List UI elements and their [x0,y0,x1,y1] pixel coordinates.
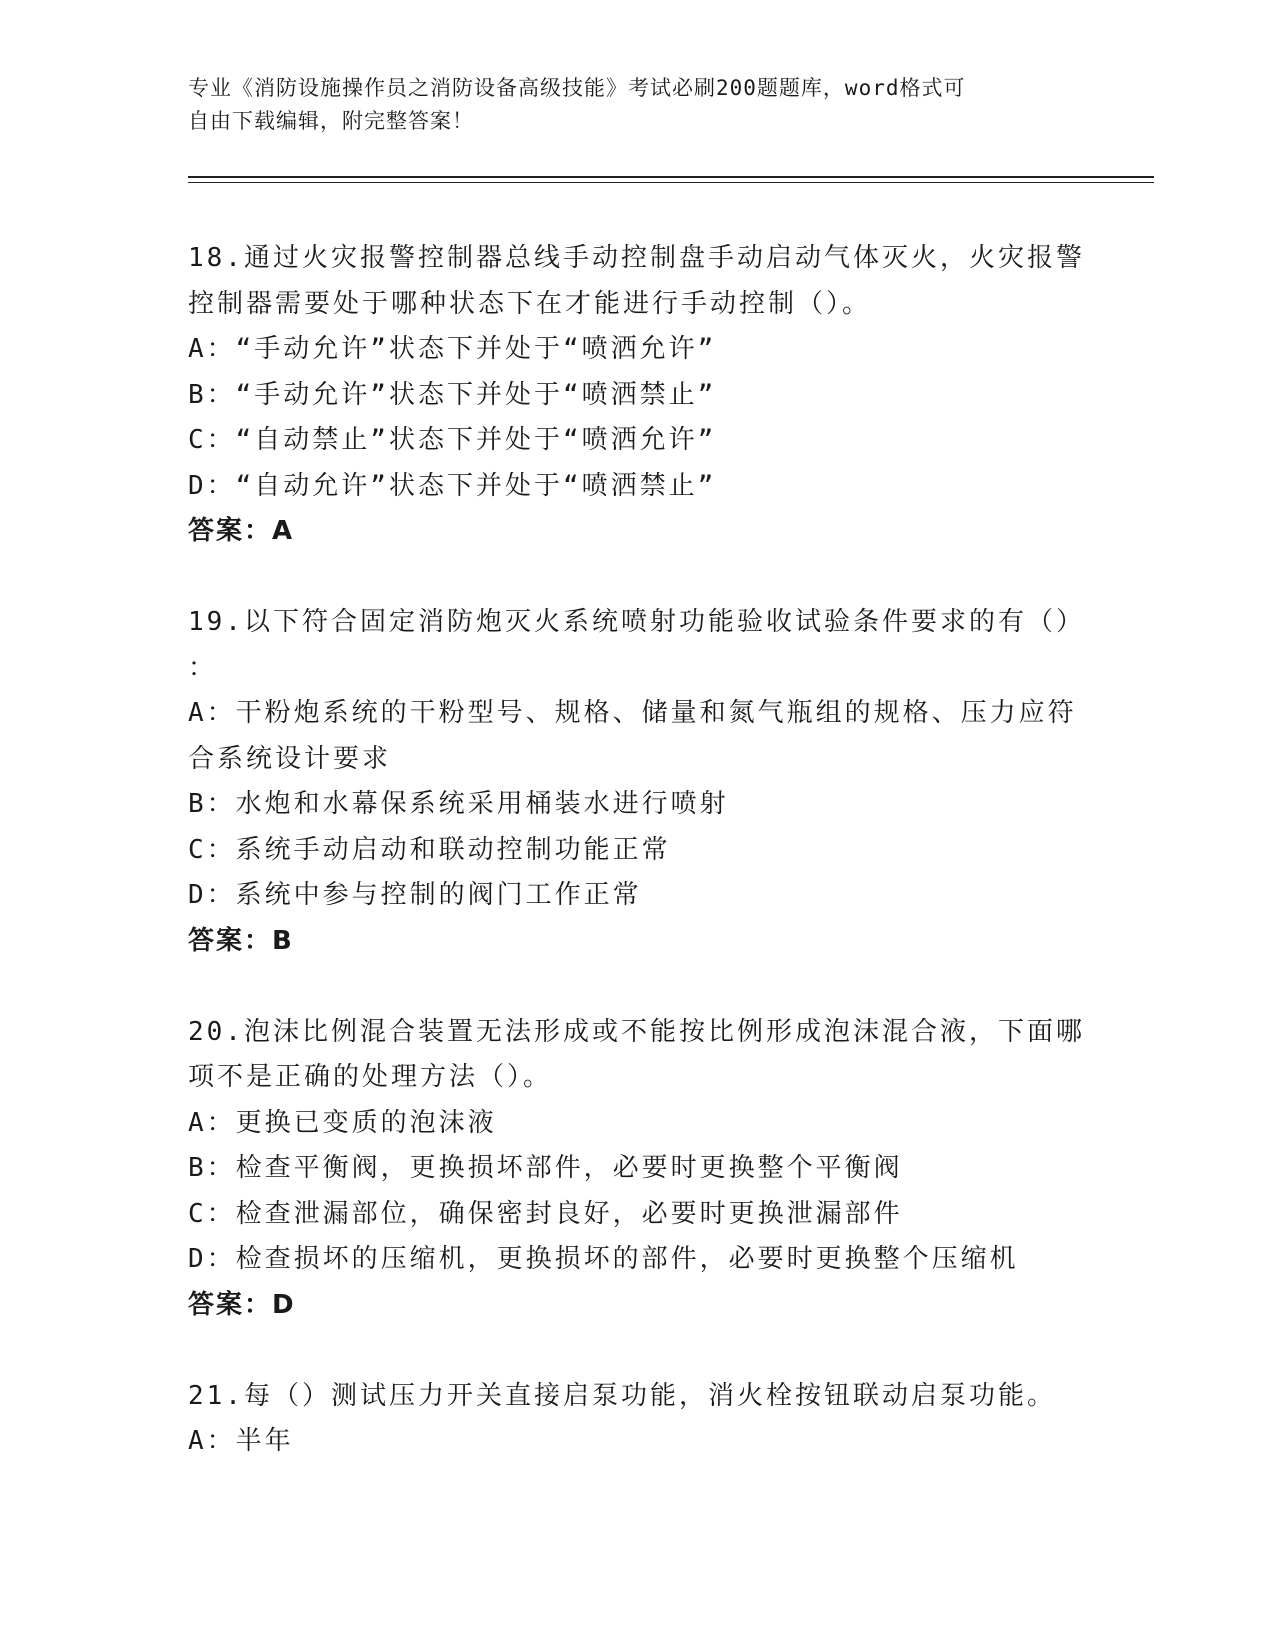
question-spacer [188,964,1108,1010]
option-line: B：水炮和水幕保系统采用桶装水进行喷射 [188,789,729,819]
option-line: A：“手动允许”状态下并处于“喷洒允许” [188,334,717,364]
option-line: B：检查平衡阀，更换损坏部件，必要时更换整个平衡阀 [188,1153,903,1183]
document-header [188,72,1068,138]
answer-line: 答案：A [188,516,295,546]
option-line: B：“手动允许”状态下并处于“喷洒禁止” [188,379,717,410]
header-rule-thick [188,176,1154,178]
option-line: D：“自动允许”状态下并处于“喷洒禁止” [188,470,717,501]
question-stem-line: ： [188,652,218,683]
question-stem-line: 项不是正确的处理方法（）。 [188,1062,553,1092]
question-stem-line: 18.通过火灾报警控制器总线手动控制盘手动启动气体灭火，火灾报警 [188,243,1085,273]
question-stem-line: 19.以下符合固定消防炮灭火系统喷射功能验收试验条件要求的有（） [188,607,1085,637]
option-line: D：系统中参与控制的阀门工作正常 [188,880,642,910]
question-spacer [188,1328,1108,1374]
header-line-2: 自由下载编辑，附完整答案！ [188,109,474,133]
option-line: 合系统设计要求 [188,743,392,774]
option-line: A：干粉炮系统的干粉型号、规格、储量和氮气瓶组的规格、压力应符 [188,698,1077,728]
header-rule-thin [188,182,1154,183]
option-line: A：更换已变质的泡沫液 [188,1107,497,1138]
question-stem-line: 20.泡沫比例混合装置无法形成或不能按比例形成泡沫混合液，下面哪 [188,1016,1085,1047]
question-block [188,1374,1108,1465]
question-stem-line: 控制器需要处于哪种状态下在才能进行手动控制（）。 [188,288,872,319]
question-list [188,236,1108,1465]
header-line-1: 专业《消防设施操作员之消防设备高级技能》考试必刷200题题库，word格式可 [188,76,966,100]
option-line: C：检查泄漏部位，确保密封良好，必要时更换泄漏部件 [188,1198,903,1229]
answer-line: 答案：B [188,925,294,956]
option-line: A：半年 [188,1426,294,1456]
question-stem-line: 21.每（）测试压力开关直接启泵功能，消火栓按钮联动启泵功能。 [188,1380,1056,1411]
question-block [188,1010,1108,1374]
option-line: C：系统手动启动和联动控制功能正常 [188,834,671,865]
option-line: C：“自动禁止”状态下并处于“喷洒允许” [188,425,717,455]
question-block [188,236,1108,600]
question-block [188,600,1108,1010]
option-line: D：检查损坏的压缩机，更换损坏的部件，必要时更换整个压缩机 [188,1244,1019,1274]
question-spacer [188,555,1108,601]
answer-line: 答案：D [188,1289,296,1320]
